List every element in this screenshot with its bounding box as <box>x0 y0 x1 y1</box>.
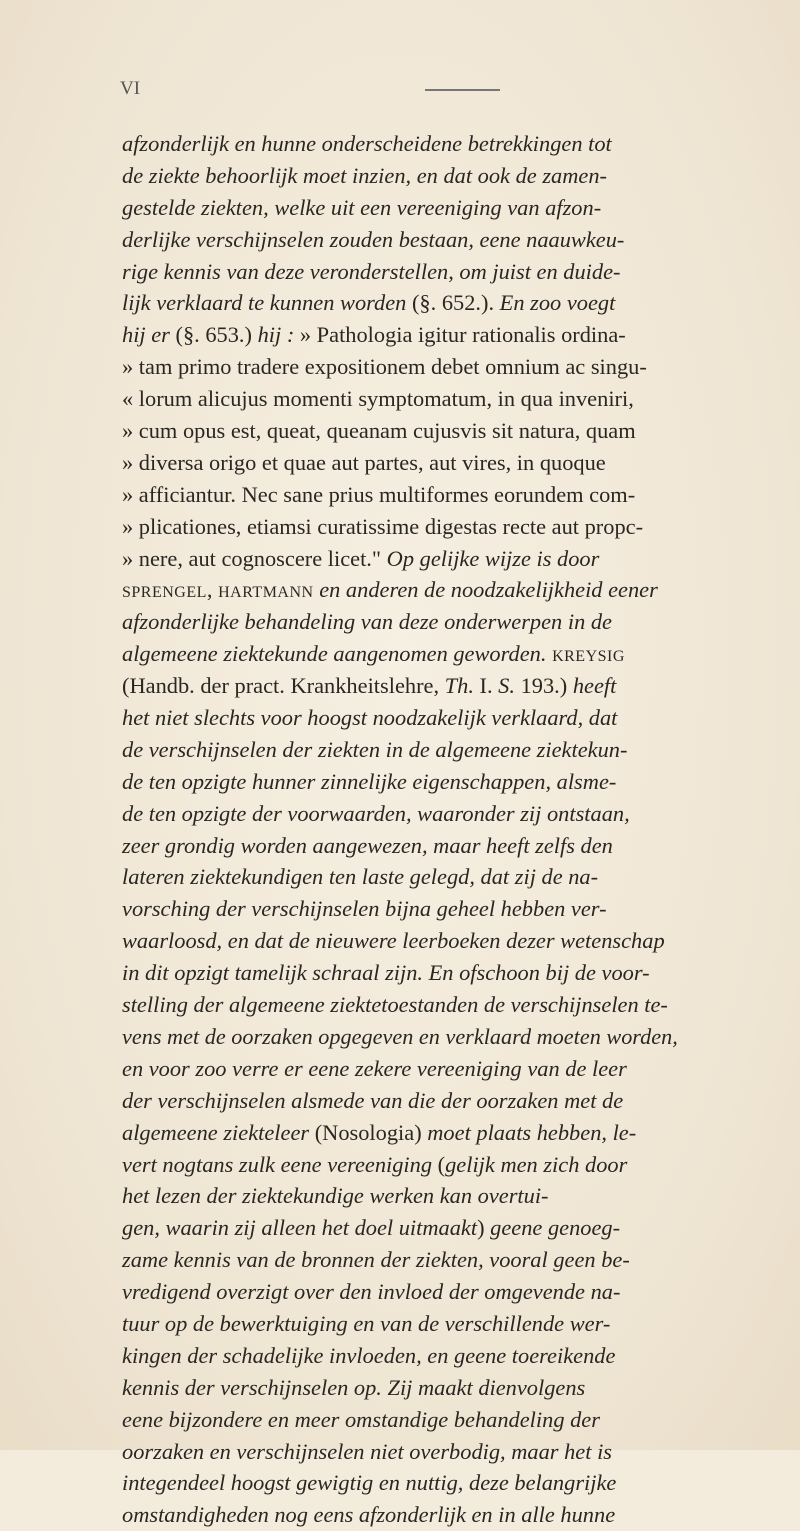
text-line <box>122 319 626 351</box>
text-segment: 193.) <box>514 673 573 699</box>
text-segment: en anderen de noodzakelijkheid eener <box>313 577 658 603</box>
text-line <box>122 224 624 256</box>
text-segment: vert nogtans zulk eene vereeniging <box>122 1151 433 1177</box>
text-segment: En zoo voegt <box>499 290 616 316</box>
text-segment: en voor zoo verre er eene zekere vereeniging van de leer <box>122 1055 627 1081</box>
text-line <box>122 479 635 511</box>
text-line <box>122 1212 620 1244</box>
text-segment: algemeene ziektekunde aangenomen geworden. <box>122 641 547 667</box>
text-segment: waarloosd, en dat de nieuwere leerboeken dezer wetenschap <box>122 928 665 954</box>
text-line <box>122 351 647 383</box>
text-line <box>122 574 658 606</box>
text-segment: eene bijzondere en meer omstandige behandeling der <box>122 1406 600 1432</box>
text-segment: oorzaken en verschijnselen niet overbodig, maar het is <box>122 1438 613 1464</box>
text-line <box>122 1372 585 1404</box>
text-segment: omstandigheden nog eens afzonderlijk en in alle hunne <box>122 1502 616 1528</box>
page-header <box>120 78 680 106</box>
text-segment: de verschijnselen der ziekten in de algemeene ziektekun- <box>122 736 628 762</box>
text-segment: algemeene ziekteleer <box>122 1119 310 1145</box>
text-segment: de ten opzigte der voorwaarden, waaronder zij ontstaan, <box>122 800 630 826</box>
text-line <box>122 1340 615 1372</box>
text-segment: stelling der algemeene ziektetoestanden de verschijnselen te- <box>122 992 668 1018</box>
text-segment: (§. 652.). <box>406 290 500 316</box>
text-line <box>122 830 613 862</box>
text-segment: (Nosologia) <box>309 1119 428 1145</box>
text-segment: het lezen der ziektekundige werken kan overtui- <box>122 1183 549 1209</box>
text-segment: in dit opzigt tamelijk schraal zijn. En ofschoon bij de voor- <box>122 960 650 986</box>
text-segment: de ten opzigte hunner zinnelijke eigenschappen, alsme- <box>122 768 617 794</box>
text-segment: vens met de oorzaken opgegeven en verklaard moeten worden, <box>122 1023 678 1049</box>
text-line <box>122 1117 636 1149</box>
text-segment: lijk verklaard te kunnen worden <box>122 290 407 316</box>
text-segment: afzonderlijke behandeling van deze onderwerpen in de <box>122 609 612 635</box>
text-line <box>122 1308 610 1340</box>
text-line <box>122 1436 612 1468</box>
text-line <box>122 1180 549 1212</box>
text-segment: vorsching der verschijnselen bijna geheel hebben ver- <box>122 896 607 922</box>
text-line <box>122 798 630 830</box>
text-segment: » diversa origo et quae aut partes, aut vires, in quoque <box>122 449 606 475</box>
text-segment: heeft <box>572 673 617 699</box>
header-rule <box>425 89 500 91</box>
text-segment: I. <box>473 673 499 699</box>
text-segment: de ziekte behoorlijk moet inzien, en dat ook de zamen- <box>122 162 607 188</box>
text-segment: » tam primo tradere expositionem debet omnium ac singu- <box>122 354 647 380</box>
text-line <box>122 447 606 479</box>
text-line <box>122 925 665 957</box>
text-segment: afzonderlijk en hunne onderscheidene betrekkingen tot <box>122 131 612 156</box>
text-segment: kingen der schadelijke invloeden, en geene toereikende <box>122 1342 616 1368</box>
text-line <box>122 1021 678 1053</box>
text-line <box>122 606 612 638</box>
text-line <box>122 766 616 798</box>
text-line <box>122 861 598 893</box>
page-number: VI <box>120 78 141 99</box>
text-line <box>122 893 607 925</box>
text-segment: vredigend overzigt over den invloed der omgevende na- <box>122 1279 621 1305</box>
text-segment: rige kennis van deze veronderstellen, om juist en duide- <box>122 258 621 284</box>
text-segment: » nere, aut cognoscere licet." <box>122 545 387 571</box>
text-line <box>122 511 643 543</box>
text-line <box>122 670 616 702</box>
text-line <box>122 160 607 192</box>
text-segment: kennis der verschijnselen op. Zij maakt dienvolgens <box>122 1374 586 1400</box>
text-line <box>122 192 601 224</box>
text-line <box>122 543 599 575</box>
text-line <box>122 415 636 447</box>
text-line <box>122 638 625 670</box>
text-segment: moet plaats hebben, le- <box>427 1119 637 1145</box>
text-segment: Op gelijke wijze is door <box>386 545 600 571</box>
text-line <box>122 383 634 415</box>
text-segment: Th. <box>444 673 474 699</box>
text-segment: zame kennis van de bronnen der ziekten, vooral geen be- <box>122 1247 630 1273</box>
text-segment: gelijk men zich door <box>445 1151 628 1177</box>
text-line <box>122 957 650 989</box>
text-segment: HARTMANN <box>218 584 314 602</box>
text-segment: » Pathologia igitur rationalis ordina- <box>294 322 626 348</box>
text-segment: ( <box>432 1151 446 1177</box>
text-segment: KREYSIG <box>552 648 625 666</box>
text-segment: » cum opus est, queat, queanam cujusvis sit natura, quam <box>122 418 636 444</box>
text-line <box>122 1244 630 1276</box>
text-segment: » afficiantur. Nec sane prius multiformes eorundem com- <box>122 481 636 507</box>
text-line <box>122 256 620 288</box>
text-segment: S. <box>498 673 515 699</box>
text-segment: zeer grondig worden aangewezen, maar heeft zelfs den <box>122 832 613 858</box>
text-segment: (§. 653.) <box>169 322 258 348</box>
text-segment: hij : <box>257 322 295 348</box>
text-line <box>122 1499 615 1531</box>
text-line <box>122 1053 627 1085</box>
body-text <box>122 128 678 1531</box>
text-line <box>122 1085 623 1117</box>
text-line <box>122 128 612 160</box>
text-segment: (Handb. der pract. Krankheitslehre, <box>122 673 445 699</box>
text-segment: lateren ziektekundigen ten laste gelegd, dat zij de na- <box>122 864 599 890</box>
text-segment: het niet slechts voor hoogst noodzakelijk verklaard, dat <box>122 705 618 731</box>
text-segment: » plicationes, etiamsi curatissime digestas recte aut propc- <box>122 513 644 539</box>
text-line <box>122 1149 627 1181</box>
text-segment: der verschijnselen alsmede van die der oorzaken met de <box>122 1087 624 1113</box>
text-segment: « lorum alicujus momenti symptomatum, in qua inveniri, <box>122 386 634 412</box>
text-segment: derlijke verschijnselen zouden bestaan, eene naauwkeu- <box>122 226 625 252</box>
text-segment: tuur op de bewerktuiging en van de verschillende wer- <box>122 1310 611 1336</box>
text-line <box>122 1467 616 1499</box>
text-line <box>122 989 668 1021</box>
text-line <box>122 1276 620 1308</box>
text-segment: geene genoeg- <box>490 1215 621 1241</box>
text-line <box>122 287 615 319</box>
text-segment: integendeel hoogst gewigtig en nuttig, deze belangrijke <box>122 1470 617 1496</box>
text-segment: ) <box>477 1215 491 1241</box>
text-segment: gestelde ziekten, welke uit een vereeniging van afzon- <box>122 194 602 220</box>
text-segment: hij er <box>122 322 170 348</box>
text-line <box>122 702 617 734</box>
text-segment: , <box>206 577 219 603</box>
text-line <box>122 734 627 766</box>
text-segment: SPRENGEL <box>122 584 207 602</box>
text-line <box>122 1404 600 1436</box>
text-segment: gen, waarin zij alleen het doel uitmaakt <box>122 1215 478 1241</box>
